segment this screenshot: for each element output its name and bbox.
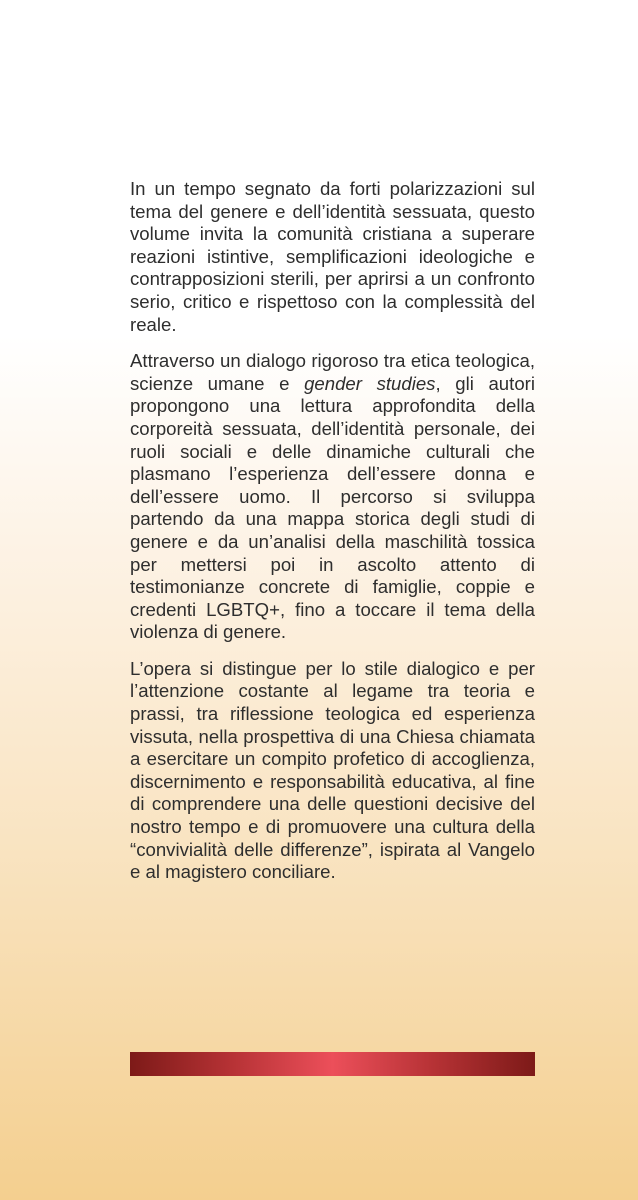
blurb-paragraph-3: L’opera si distingue per lo stile dialogico e per l’attenzione costante al legame tra teoria e prassi, tra riflessione teologica ed esperienza vissuta, nella prospettiva di una Chiesa chiamata a esercitare un compito profetico di accoglienza, discernimento e responsabilità educativa, al fine di comprendere una delle questioni decisive del nostro tempo e di promuovere una cultura della “convivialità delle differenze”, ispirata al Vangelo e al magistero conciliare. bbox=[130, 657, 535, 883]
blurb-paragraph-2-start: Attraverso un dialogo rigoroso tra etica teologica, scienze umane e bbox=[130, 350, 535, 394]
blurb-paragraph-1: In un tempo segnato da forti polarizzazioni sul tema del genere e dell’identità sessuata, questo volume invita la comunità cristiana a superare reazioni istintive, semplificazioni ideologiche e contrapposizioni sterili, per aprirsi a un confronto serio, critico e rispettoso con la complessità del reale. bbox=[130, 178, 535, 335]
blurb-italic-term: gender studies bbox=[304, 372, 436, 394]
decorative-gradient-bar bbox=[130, 1052, 535, 1076]
blurb-paragraph-2-end: , gli autori propongono una lettura approfondita della corporeità sessuata, dell’identità personale, dei ruoli sociali e delle dinamiche culturali che plasmano l’esperienza dell’essere donna e dell’essere uomo. Il percorso si sviluppa partendo da una mappa storica degli studi di genere e da un’analisi della maschilità tossica per mettersi poi in ascolto attento di testimonianze concrete di famiglie, coppie e credenti LGBTQ+, fino a toccare il tema della violenza di genere. bbox=[130, 372, 535, 643]
back-cover-blurb bbox=[130, 178, 535, 898]
blurb-paragraph-2 bbox=[130, 350, 535, 644]
